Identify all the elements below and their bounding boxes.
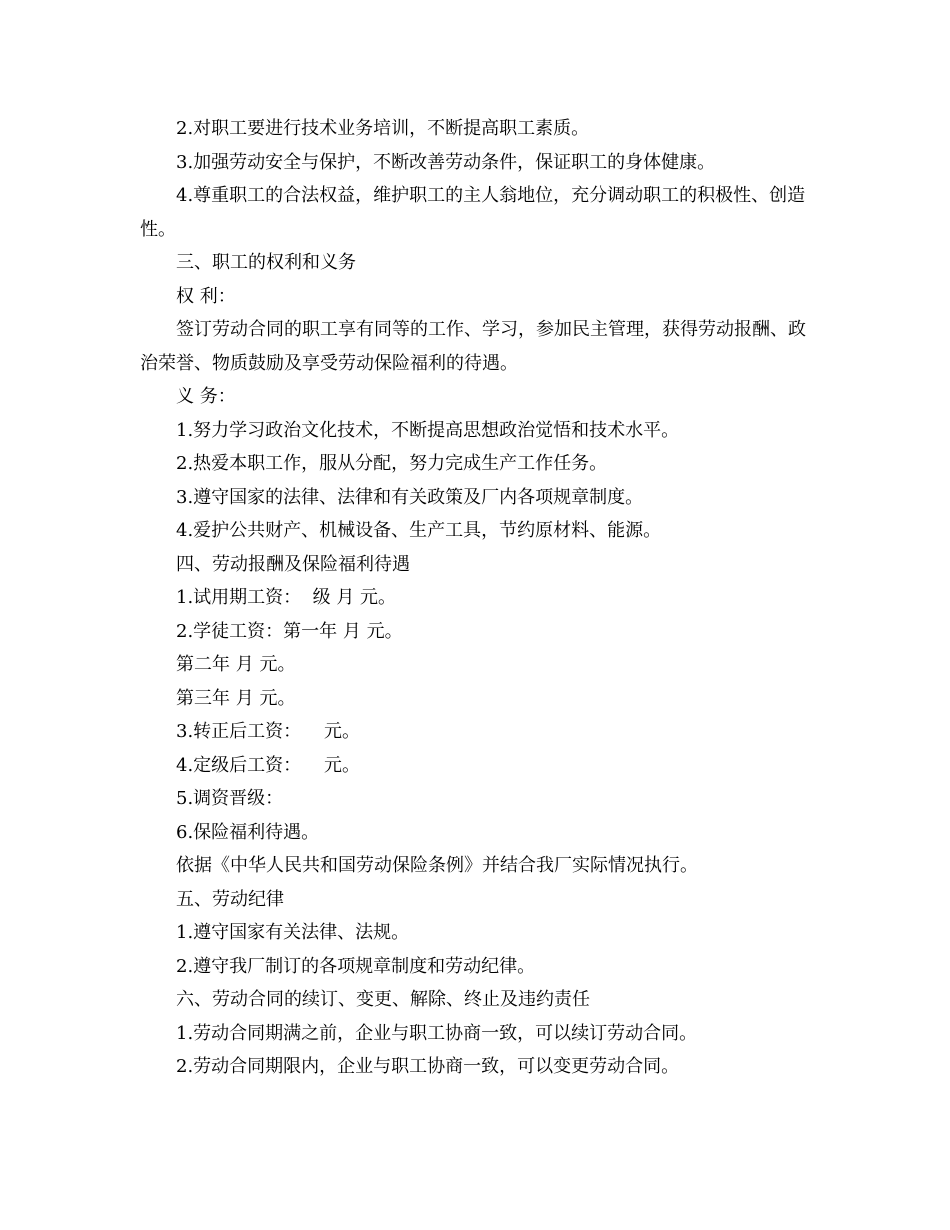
paragraph: 4.定级后工资： 元。 [176,754,361,776]
paragraph: 第三年 月 元。 [176,687,296,709]
subsection-heading: 义 务： [176,386,236,407]
paragraph: 2.遵守我厂制订的各项规章制度和劳动纪律。 [176,955,536,977]
paragraph: 2.热爱本职工作，服从分配，努力完成生产工作任务。 [176,453,608,474]
paragraph: 签订劳动合同的职工享有同等的工作、学习，参加民主管理，获得劳动报酬、政治荣誉、物质鼓励及享受劳动保险福利的待遇。 [140,319,806,374]
paragraph: 1.遵守国家有关法律、法规。 [176,922,410,943]
section-heading: 六、劳动合同的续订、变更、解除、终止及违约责任 [176,989,590,1010]
paragraph: 2.劳动合同期限内，企业与职工协商一致，可以变更劳动合同。 [176,1056,680,1077]
paragraph: 1.努力学习政治文化技术，不断提高思想政治觉悟和技术水平。 [176,419,680,441]
paragraph: 依据《中华人民共和国劳动保险条例》并结合我厂实际情况执行。 [176,855,698,876]
paragraph: 4.尊重职工的合法权益，维护职工的主人翁地位，充分调动职工的积极性、创造性。 [140,185,806,240]
section-heading: 五、劳动纪律 [176,888,284,910]
paragraph: 3.遵守国家的法律、法律和有关政策及厂内各项规章制度。 [176,486,644,508]
paragraph: 2.学徒工资：第一年 月 元。 [176,620,403,642]
document-body [140,112,820,1084]
paragraph: 3.加强劳动安全与保护，不断改善劳动条件，保证职工的身体健康。 [176,151,716,173]
paragraph: 1.试用期工资： 级 月 元。 [176,587,397,608]
paragraph: 3.转正后工资： 元。 [176,721,361,742]
paragraph: 6.保险福利待遇。 [176,821,320,843]
paragraph: 4.爱护公共财产、机械设备、生产工具，节约原材料、能源。 [176,520,662,541]
paragraph: 1.劳动合同期满之前，企业与职工协商一致，可以续订劳动合同。 [176,1022,698,1044]
paragraph: 2.对职工要进行技术业务培训，不断提高职工素质。 [176,118,590,139]
paragraph: 第二年 月 元。 [176,654,296,675]
section-heading: 三、职工的权利和义务 [176,252,356,273]
section-heading: 四、劳动报酬及保险福利待遇 [176,553,410,575]
subsection-heading: 权 利： [176,285,236,307]
paragraph: 5.调资晋级： [176,788,284,809]
